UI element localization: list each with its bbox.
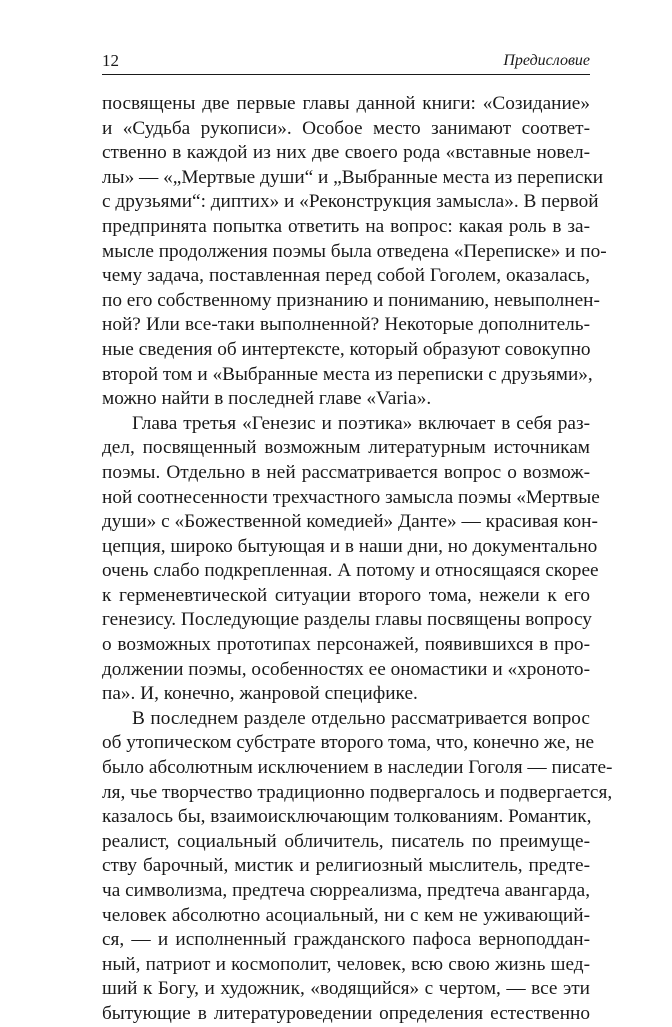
text-line: посвящены две первые главы данной книги: «Созидание» [102,93,590,114]
page-body [102,92,613,1027]
text-line: с друзьями“: диптих» и «Реконструкция замысла». В первой [102,191,599,213]
text-line: было абсолютным исключением в наследии Гоголя — писате- [102,757,613,779]
text-line: генезису. Последующие разделы главы посвящены вопросу [102,609,592,631]
text-line: ший к Богу, и художник, «водящийся» с чертом, — все эти [102,978,590,1000]
text-line: реалист, социальный обличитель, писатель по преимуще- [102,830,590,852]
text-line: лы» — «„Мертвые души“ и „Выбранные места из переписки [102,166,604,188]
paragraph [102,92,607,412]
text-line: ча символизма, предтеча сюрреализма, предтеча авангарда, [102,880,591,901]
text-line: ству барочный, мистик и религиозный мыслитель, предте- [102,855,590,877]
text-line: ной? Или все-таки выполненной? Некоторые дополнитель- [102,314,590,336]
text-line: па». И, конечно, жанровой специфике. [102,683,418,705]
text-line: ственно в каждой из них две своего рода «вставные новел- [102,142,590,164]
text-line: дел, посвященный возможным литературным источникам [102,437,590,459]
text-line: бытующие в литературоведении определения естественно [102,1002,590,1024]
text-line: по его собственному признанию и пониманию, невыполнен- [102,289,600,311]
text-line: должении поэмы, особенностях ее ономастики и «хроното- [102,658,590,680]
paragraph [102,412,600,707]
text-line: о возможных прототипах персонажей, появившихся в про- [102,634,590,656]
text-line: В последнем разделе отдельно рассматривается вопрос [132,707,590,729]
text-line: человек абсолютно асоциальный, ни с кем не уживающий- [102,904,590,926]
text-line: ные сведения об интертексте, который образуют совокупно [102,338,591,360]
text-line: предпринята попытка ответить на вопрос: какая роль в за- [102,215,590,237]
page-number: 12 [102,51,119,70]
text-line: к герменевтической ситуации второго тома, нежели к его [102,584,590,606]
text-line: ной соотнесенности трехчастного замысла поэмы «Мертвые [102,486,600,508]
text-line: Глава третья «Генезис и поэтика» включает в себя раз- [132,412,590,434]
text-line: об утопическом субстрате второго тома, что, конечно же, не [102,732,595,754]
text-line: души» с «Божественной комедией» Данте» — красивая кон- [102,511,598,533]
text-line: второй том и «Выбранные места из переписки с друзьями», [102,363,593,385]
text-line: ся, — и исполненный гражданского пафоса верноподдан- [102,929,590,951]
running-head: Предисловие [503,52,590,69]
paragraph [102,707,613,1027]
text-line: ный, патриот и космополит, человек, всю свою жизнь шед- [102,953,590,975]
text-line: можно найти в последней главе «Varia». [102,388,432,410]
text-line: поэмы. Отдельно в ней рассматривается вопрос о возмож- [102,461,590,483]
text-line: и «Судьба рукописи». Особое место занимают соответ- [102,117,590,139]
text-line: чему задача, поставленная перед собой Гоголем, оказалась, [102,265,590,287]
text-line: ля, чье творчество традиционно подвергалось и подвергается, [102,781,613,803]
text-line: цепция, широко бытующая и в наши дни, но документально [102,535,598,557]
page-header [102,52,590,75]
text-line: казалось бы, взаимоисключающим толкованиям. Романтик, [102,806,592,828]
text-line: мысле продолжения поэмы была отведена «Переписке» и по- [102,240,607,262]
text-line: очень слабо подкрепленная. А потому и относящаяся скорее [102,560,599,582]
